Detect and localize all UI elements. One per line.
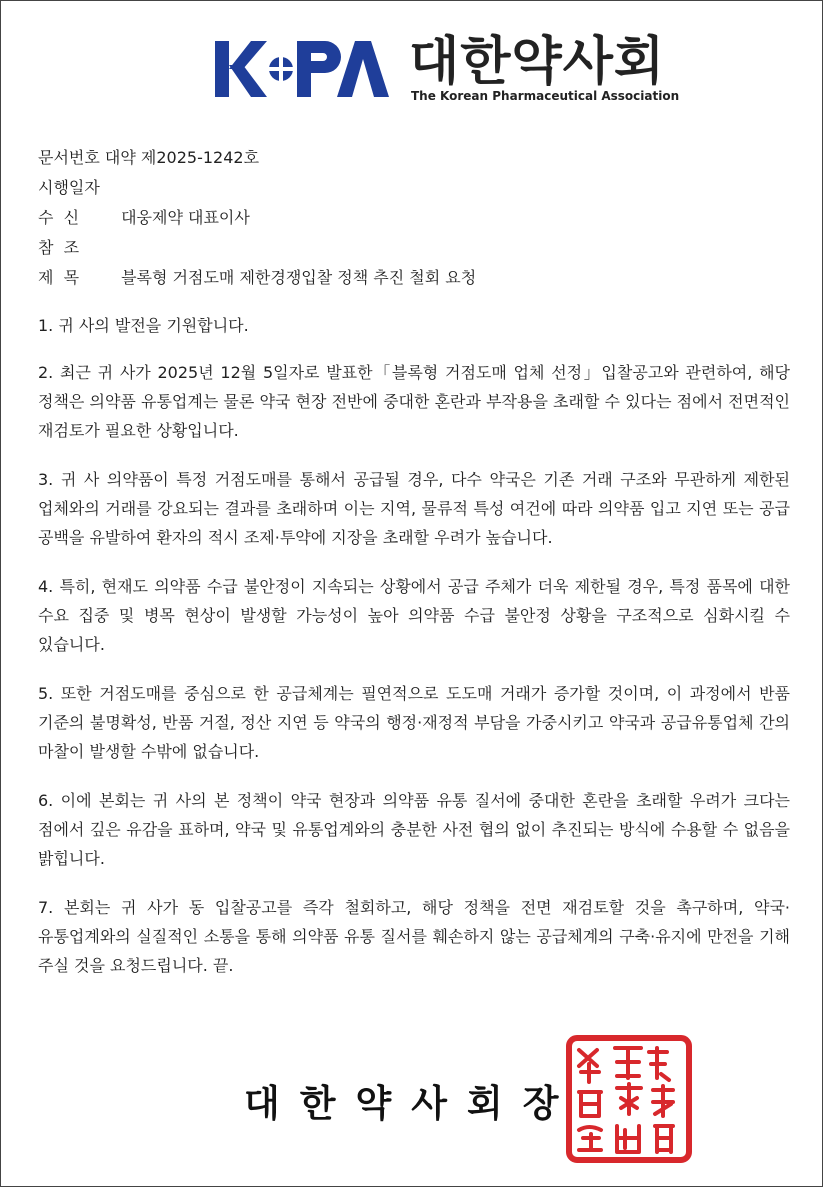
org-name-english: The Korean Pharmaceutical Association	[411, 89, 680, 103]
meta-value: 대약 제2025-1242호	[104, 148, 260, 167]
paragraph-7: 7. 본회는 귀 사가 동 입찰공고를 즉각 철회하고, 해당 정책을 전면 재검토할 것을 촉구하며, 약국·유통업계와의 실질적인 소통을 통해 의약품 유통 질서를 훼손하지 않는 공급체계의 구축·유지에 만전을 기해 주실 것을 요청드립니다. 끝.	[38, 898, 790, 975]
meta-value: 블록형 거점도매 제한경쟁입찰 정책 추진 철회 요청	[121, 268, 477, 287]
paragraph-3: 3. 귀 사 의약품이 특정 거점도매를 통해서 공급될 경우, 다수 약국은 기존 거래 구조와 무관하게 제한된 업체와의 거래를 강요되는 결과를 초래하며 이는 지역, 물류적 특성 여건에 따라 의약품 입고 지연 또는 공급 공백을 유발하여 환자의 적시 조제·투약에 지장을 초래할 우려가 높습니다.	[38, 470, 790, 547]
meta-label: 시행일자	[38, 178, 100, 197]
paragraph-5: 5. 또한 거점도매를 중심으로 한 공급체계는 필연적으로 도도매 거래가 증가할 것이며, 이 과정에서 반품 기준의 불명확성, 반품 거절, 정산 지연 등 약국의 행정·재정적 부담을 가중시키고 약국과 공급유통업체 간의 마찰이 발생할 수밖에 없습니다.	[38, 684, 790, 761]
meta-value: 대웅제약 대표이사	[121, 208, 250, 227]
kpa-logo-mark	[213, 35, 393, 99]
org-name-korean: 대한약사회	[409, 32, 666, 92]
paragraph-6: 6. 이에 본회는 귀 사의 본 정책이 약국 현장과 의약품 유통 질서에 중대한 혼란을 초래할 우려가 크다는 점에서 깊은 유감을 표하며, 약국 및 유통업계와의 충분한 사전 협의 없이 추진되는 방식에 수용할 수 없음을 밝힙니다.	[38, 791, 790, 868]
paragraph-1: 1. 귀 사의 발전을 기원합니다.	[38, 316, 249, 335]
document-meta	[38, 143, 476, 293]
meta-label: 문서번호	[38, 148, 100, 167]
letter-body	[38, 311, 790, 1000]
meta-label: 참 조	[38, 238, 80, 257]
paragraph-2: 2. 최근 귀 사가 2025년 12월 5일자로 발표한「블록형 거점도매 업체 선정」입찰공고와 관련하여, 해당 정책은 의약품 유통업계는 물론 약국 현장 전반에 중대한 혼란과 부작용을 초래할 수 있다는 점에서 전면적인 재검토가 필요한 상황입니다.	[38, 363, 790, 440]
meta-row-date	[38, 173, 476, 203]
official-seal-stamp	[565, 1034, 693, 1164]
kpa-logo	[213, 31, 680, 111]
meta-label: 제 목	[38, 268, 80, 287]
meta-row-doc-number	[38, 143, 476, 173]
meta-row-subject	[38, 263, 476, 293]
meta-row-reference	[38, 233, 476, 263]
meta-row-recipient	[38, 203, 476, 233]
paragraph-4: 4. 특히, 현재도 의약품 수급 불안정이 지속되는 상황에서 공급 주체가 더욱 제한될 경우, 특정 품목에 대한 수요 집중 및 병목 현상이 발생할 가능성이 높아 의약품 수급 불안정 상황을 구조적으로 심화시킬 수 있습니다.	[38, 577, 790, 654]
meta-label: 수 신	[38, 208, 80, 227]
signature-title: 대한약사회장	[244, 1081, 579, 1125]
